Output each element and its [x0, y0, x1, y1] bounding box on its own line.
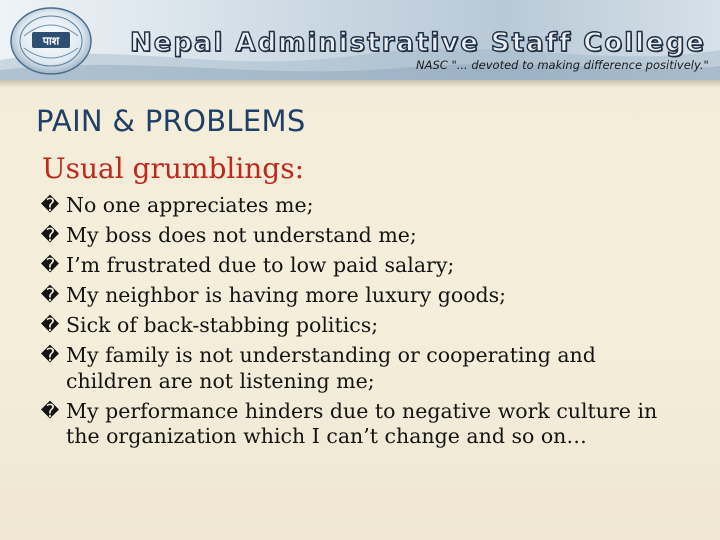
- bullet-glyph-icon: �: [40, 195, 60, 216]
- list-item: [40, 399, 680, 450]
- grumblings-list: [40, 193, 680, 454]
- logo-text: पाश: [42, 34, 60, 48]
- list-item-text: I’m frustrated due to low paid salary;: [66, 253, 455, 277]
- bullet-glyph-icon: �: [40, 225, 60, 246]
- bullet-glyph-icon: �: [40, 345, 60, 366]
- bullet-glyph-icon: �: [40, 255, 60, 276]
- college-name: Nepal Administrative Staff College: [130, 28, 706, 58]
- list-item: [40, 223, 680, 249]
- list-item: [40, 193, 680, 219]
- list-item-text: My boss does not understand me;: [66, 223, 417, 247]
- bullet-glyph-icon: �: [40, 400, 60, 422]
- list-item: [40, 343, 680, 394]
- header-banner: [0, 0, 720, 80]
- list-item-text: My neighbor is having more luxury goods;: [66, 283, 507, 307]
- list-item-text: No one appreciates me;: [66, 193, 314, 217]
- bullet-glyph-icon: �: [40, 315, 60, 336]
- slide-title: PAIN & PROBLEMS: [36, 104, 306, 138]
- banner-shadow: [0, 80, 720, 88]
- college-logo-icon: [8, 6, 94, 76]
- list-item-text: Sick of back-stabbing politics;: [66, 313, 379, 337]
- bullet-glyph-icon: �: [40, 285, 60, 306]
- list-item-text: My family is not understanding or cooperating and children are not listening me;: [66, 343, 596, 393]
- list-item: [40, 253, 680, 279]
- slide-subtitle: Usual grumblings:: [42, 152, 305, 185]
- list-item: [40, 283, 680, 309]
- college-tagline: NASC "... devoted to making difference positively.": [416, 58, 709, 72]
- list-item: [40, 313, 680, 339]
- list-item-text: My performance hinders due to negative work culture in the organization which I can’t change and so on…: [66, 398, 658, 448]
